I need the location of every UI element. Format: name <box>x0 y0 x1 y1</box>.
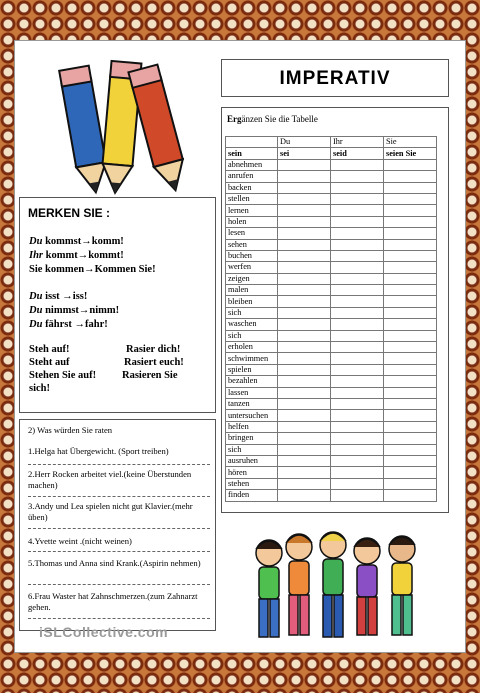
verb-cell: werfen <box>226 262 278 273</box>
table-row <box>226 490 437 501</box>
answer-cell[interactable] <box>384 410 437 421</box>
answer-cell[interactable] <box>278 307 331 318</box>
verb-cell: stellen <box>226 193 278 204</box>
answer-cell[interactable] <box>278 444 331 455</box>
answer-line <box>28 464 210 465</box>
verb-cell: zeigen <box>226 273 278 284</box>
table-row <box>226 342 437 353</box>
verb-cell: ausruhen <box>226 455 278 466</box>
verb-cell: bezahlen <box>226 376 278 387</box>
answer-cell[interactable] <box>384 319 437 330</box>
answer-cell[interactable] <box>331 285 384 296</box>
answer-cell[interactable] <box>331 239 384 250</box>
exercise-table-box <box>221 107 449 513</box>
verb-cell: abnehmen <box>226 159 278 170</box>
answer-cell[interactable] <box>384 228 437 239</box>
answer-line <box>28 551 210 552</box>
answer-cell[interactable] <box>384 193 437 204</box>
answer-cell[interactable] <box>278 182 331 193</box>
verb-cell: bleiben <box>226 296 278 307</box>
merken-title: MERKEN SIE : <box>28 206 111 220</box>
table-row <box>226 250 437 261</box>
answer-cell[interactable] <box>384 478 437 489</box>
answer-cell[interactable] <box>384 182 437 193</box>
answer-cell[interactable] <box>384 273 437 284</box>
answer-cell[interactable] <box>384 307 437 318</box>
table-row <box>226 433 437 444</box>
table-row <box>226 205 437 216</box>
children-illustration <box>247 527 427 651</box>
table-row <box>226 182 437 193</box>
verb-cell: lesen <box>226 228 278 239</box>
answer-cell[interactable] <box>331 262 384 273</box>
table-row <box>226 319 437 330</box>
merken-pair-left: Stehen Sie auf! <box>29 370 97 381</box>
answer-cell[interactable] <box>278 330 331 341</box>
instruction-bold: Erg <box>227 114 242 124</box>
answer-cell[interactable] <box>384 205 437 216</box>
verb-cell: holen <box>226 216 278 227</box>
answer-cell[interactable]: Ihr <box>331 137 384 148</box>
answer-cell[interactable] <box>331 342 384 353</box>
answer-cell[interactable] <box>331 159 384 170</box>
answer-cell[interactable] <box>384 455 437 466</box>
answer-cell[interactable] <box>278 398 331 409</box>
answer-cell[interactable]: Du <box>278 137 331 148</box>
merken-line: Du isst →iss! <box>29 291 88 302</box>
raten-item: 3.Andy und Lea spielen nicht gut Klavier.(mehr üben) <box>28 501 193 522</box>
answer-cell[interactable] <box>278 296 331 307</box>
answer-cell[interactable] <box>331 444 384 455</box>
answer-cell[interactable] <box>384 433 437 444</box>
verb-cell: anrufen <box>226 171 278 182</box>
table-row <box>226 262 437 273</box>
answer-line <box>28 528 210 529</box>
instruction-rest: änzen Sie die Tabelle <box>241 114 318 124</box>
table-row <box>226 228 437 239</box>
answer-cell[interactable] <box>278 478 331 489</box>
answer-cell[interactable]: Sie <box>384 137 437 148</box>
answer-cell[interactable] <box>278 159 331 170</box>
answer-cell[interactable] <box>331 182 384 193</box>
answer-cell[interactable] <box>331 250 384 261</box>
merken-pair-right: Rasieren Sie <box>122 370 178 381</box>
verb-cell: spielen <box>226 364 278 375</box>
table-row <box>226 455 437 466</box>
table-row <box>226 421 437 432</box>
answer-cell[interactable] <box>331 296 384 307</box>
answer-cell[interactable] <box>278 410 331 421</box>
answer-cell[interactable] <box>331 353 384 364</box>
answer-cell[interactable] <box>384 250 437 261</box>
answer-cell[interactable] <box>384 262 437 273</box>
table-row <box>226 387 437 398</box>
answer-cell[interactable] <box>331 193 384 204</box>
table-example-row <box>226 148 437 159</box>
answer-cell[interactable] <box>331 455 384 466</box>
answer-cell[interactable] <box>278 193 331 204</box>
raten-item: 5.Thomas und Anna sind Krank.(Aspirin nehmen) <box>28 558 201 568</box>
table-row <box>226 353 437 364</box>
answer-cell[interactable]: seien Sie <box>384 148 437 159</box>
answer-cell[interactable] <box>278 239 331 250</box>
table-row <box>226 376 437 387</box>
answer-cell[interactable] <box>331 478 384 489</box>
answer-cell[interactable] <box>384 490 437 501</box>
answer-cell[interactable] <box>331 319 384 330</box>
answer-cell[interactable] <box>331 387 384 398</box>
answer-cell[interactable] <box>278 319 331 330</box>
answer-cell[interactable] <box>384 171 437 182</box>
answer-cell[interactable] <box>278 353 331 364</box>
pencils-illustration <box>51 55 191 195</box>
answer-cell[interactable] <box>278 455 331 466</box>
table-row <box>226 171 437 182</box>
table-header-row <box>226 137 437 148</box>
verb-cell: schwimmen <box>226 353 278 364</box>
answer-cell[interactable] <box>331 421 384 432</box>
table-row <box>226 216 437 227</box>
answer-cell[interactable] <box>278 216 331 227</box>
answer-cell[interactable] <box>384 376 437 387</box>
raten-item: 2.Herr Rocken arbeitet viel.(keine Überstunden machen) <box>28 469 192 490</box>
table-row <box>226 285 437 296</box>
verb-cell: lernen <box>226 205 278 216</box>
table-row <box>226 330 437 341</box>
verb-cell: helfen <box>226 421 278 432</box>
answer-cell[interactable] <box>278 171 331 182</box>
answer-cell[interactable] <box>331 398 384 409</box>
answer-cell[interactable] <box>331 433 384 444</box>
answer-cell[interactable] <box>278 342 331 353</box>
merken-pair-left: Steht auf <box>29 357 70 368</box>
merken-line: Ihr kommt→kommt! <box>29 250 124 261</box>
verb-cell: stehen <box>226 478 278 489</box>
merken-line: Du fährst →fahr! <box>29 319 108 330</box>
answer-cell[interactable] <box>278 376 331 387</box>
answer-cell[interactable] <box>384 239 437 250</box>
answer-cell[interactable] <box>278 387 331 398</box>
answer-cell[interactable] <box>331 467 384 478</box>
verb-cell: sein <box>226 148 278 159</box>
merken-pair-left: Steh auf! <box>29 344 70 355</box>
verb-cell: bringen <box>226 433 278 444</box>
worksheet <box>14 40 466 653</box>
table-row <box>226 398 437 409</box>
answer-cell[interactable] <box>331 364 384 375</box>
verb-cell: lassen <box>226 387 278 398</box>
answer-cell[interactable] <box>331 171 384 182</box>
answer-cell[interactable] <box>331 307 384 318</box>
answer-cell[interactable] <box>278 228 331 239</box>
answer-cell[interactable] <box>331 216 384 227</box>
verb-cell: erholen <box>226 342 278 353</box>
watermark: iSLCollective.com <box>39 624 169 640</box>
raten-item: 6.Frau Waster hat Zahnschmerzen.(zum Zahnarzt gehen. <box>28 591 198 612</box>
answer-cell[interactable] <box>278 250 331 261</box>
answer-cell[interactable] <box>384 342 437 353</box>
merken-pair-left: sich! <box>29 383 50 394</box>
answer-cell[interactable] <box>278 467 331 478</box>
answer-cell[interactable] <box>278 490 331 501</box>
verb-cell <box>226 137 278 148</box>
answer-cell[interactable] <box>278 364 331 375</box>
answer-cell[interactable]: seid <box>331 148 384 159</box>
merken-pair-right: Rasiert euch! <box>124 357 184 368</box>
answer-cell[interactable] <box>331 228 384 239</box>
verb-cell: backen <box>226 182 278 193</box>
answer-cell[interactable] <box>278 285 331 296</box>
verb-cell: sehen <box>226 239 278 250</box>
answer-cell[interactable] <box>384 296 437 307</box>
verb-cell: finden <box>226 490 278 501</box>
table-row <box>226 410 437 421</box>
answer-cell[interactable] <box>384 467 437 478</box>
table-instruction <box>227 114 318 124</box>
answer-cell[interactable] <box>384 159 437 170</box>
answer-cell[interactable] <box>384 353 437 364</box>
answer-cell[interactable] <box>384 285 437 296</box>
answer-line <box>28 496 210 497</box>
page-title: IMPERATIV <box>279 68 391 89</box>
answer-cell[interactable] <box>278 262 331 273</box>
table-row <box>226 296 437 307</box>
table-row <box>226 364 437 375</box>
answer-cell[interactable] <box>331 410 384 421</box>
answer-cell[interactable] <box>331 490 384 501</box>
answer-cell[interactable] <box>384 421 437 432</box>
verb-cell: malen <box>226 285 278 296</box>
table-row <box>226 467 437 478</box>
conjugation-table <box>225 136 437 502</box>
raten-item: 4.Yvette weint .(nicht weinen) <box>28 536 132 546</box>
answer-cell[interactable] <box>384 444 437 455</box>
answer-cell[interactable] <box>384 330 437 341</box>
answer-cell[interactable] <box>278 433 331 444</box>
answer-cell[interactable] <box>384 387 437 398</box>
answer-cell[interactable] <box>331 205 384 216</box>
title-box <box>221 59 449 97</box>
answer-cell[interactable] <box>278 421 331 432</box>
raten-heading: 2) Was würden Sie raten <box>28 425 113 435</box>
verb-cell: sich <box>226 444 278 455</box>
answer-line <box>28 584 210 585</box>
answer-line <box>28 618 210 619</box>
blue-pencil <box>59 66 110 195</box>
verb-cell: tanzen <box>226 398 278 409</box>
answer-cell[interactable] <box>278 205 331 216</box>
table-row <box>226 193 437 204</box>
merken-box <box>19 197 216 413</box>
verb-cell: untersuchen <box>226 410 278 421</box>
table-row <box>226 478 437 489</box>
verb-cell: waschen <box>226 319 278 330</box>
answer-cell[interactable] <box>331 330 384 341</box>
answer-cell[interactable] <box>384 398 437 409</box>
raten-item: 1.Helga hat Übergewicht. (Sport treiben) <box>28 446 169 456</box>
verb-cell: buchen <box>226 250 278 261</box>
answer-cell[interactable]: sei <box>278 148 331 159</box>
table-row <box>226 239 437 250</box>
verb-cell: hören <box>226 467 278 478</box>
verb-cell: sich <box>226 330 278 341</box>
red-pencil <box>128 65 190 194</box>
merken-pair-right: Rasier dich! <box>126 344 181 355</box>
answer-cell[interactable] <box>278 273 331 284</box>
merken-line: Du kommst→komm! <box>29 236 124 247</box>
merken-line: Du nimmst→nimm! <box>29 305 120 316</box>
table-row <box>226 159 437 170</box>
table-row <box>226 307 437 318</box>
answer-cell[interactable] <box>384 364 437 375</box>
answer-cell[interactable] <box>331 376 384 387</box>
table-row <box>226 273 437 284</box>
answer-cell[interactable] <box>331 273 384 284</box>
answer-cell[interactable] <box>384 216 437 227</box>
raten-box <box>19 419 216 631</box>
verb-cell: sich <box>226 307 278 318</box>
table-row <box>226 444 437 455</box>
merken-line: Sie kommen→Kommen Sie! <box>29 264 156 275</box>
